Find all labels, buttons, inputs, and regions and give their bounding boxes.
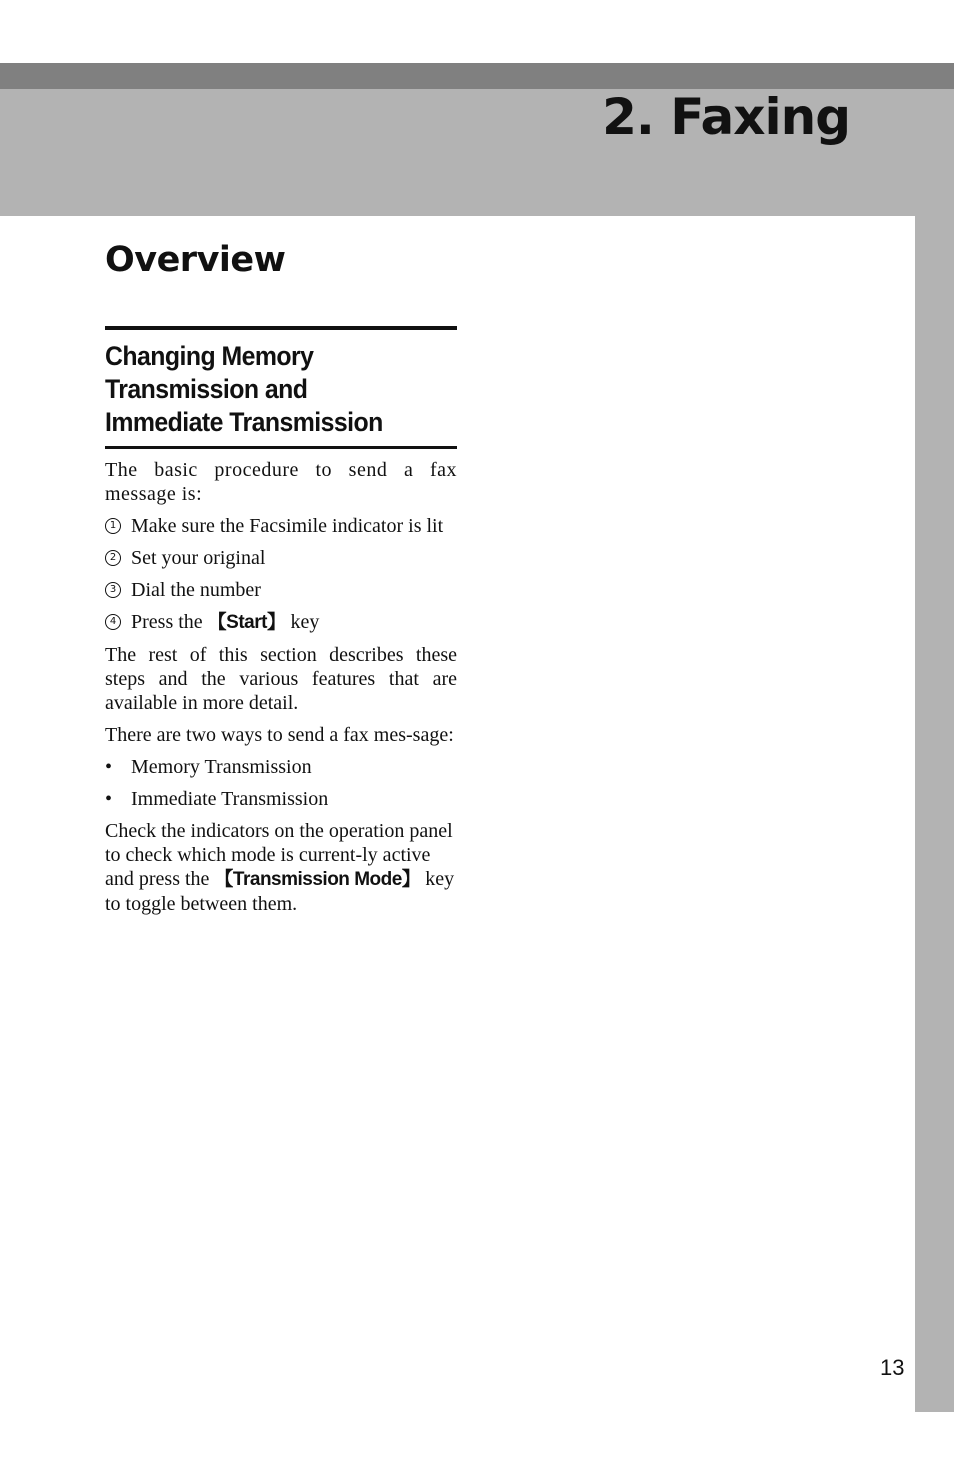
step-text: Dial the number xyxy=(131,579,261,601)
list-item xyxy=(105,546,457,570)
main-column xyxy=(105,326,457,924)
rest-paragraph: The rest of this section describes these steps and the various features that are available in more detail. xyxy=(105,644,457,714)
step-number: 1 xyxy=(105,518,121,534)
step-text: Set your original xyxy=(131,547,266,569)
step-number: 4 xyxy=(105,614,121,630)
bullet-icon: • xyxy=(105,756,113,778)
intro-paragraph: The basic procedure to send a fax message is: xyxy=(105,459,457,505)
page-title: Overview xyxy=(105,240,286,280)
side-thumb-bar xyxy=(915,216,954,1412)
list-item xyxy=(105,514,457,538)
list-item-text: Immediate Transmission xyxy=(131,788,329,810)
transmission-ways-list xyxy=(105,755,457,811)
transmission-mode-key-label: 【Transmission Mode】 xyxy=(214,869,421,890)
page-number: 13 xyxy=(880,1355,905,1380)
chapter-title: 2. Faxing xyxy=(602,88,850,146)
list-item-text: Memory Transmission xyxy=(131,756,312,778)
step-number: 3 xyxy=(105,582,121,598)
section-heading: Changing Memory Transmission and Immediate Transmission xyxy=(105,341,383,437)
ways-paragraph: There are two ways to send a fax mes-sage: xyxy=(105,724,454,746)
step-text: Press the xyxy=(131,611,208,633)
step-text: Make sure the Facsimile indicator is lit xyxy=(131,515,444,537)
procedure-steps xyxy=(105,514,457,635)
list-item xyxy=(105,610,457,635)
header-band-dark xyxy=(0,63,954,89)
check-text: Check the indicators on the operation panel to check which mode is current-ly active and press the xyxy=(105,820,453,890)
check-text: key to toggle between them. xyxy=(105,868,455,915)
step-number: 2 xyxy=(105,550,121,566)
list-item xyxy=(105,578,457,602)
list-item xyxy=(105,787,457,811)
check-paragraph xyxy=(105,819,457,916)
start-key-label: 【Start】 xyxy=(207,612,286,633)
step-text: key xyxy=(285,611,320,633)
section-heading-box xyxy=(105,326,457,449)
bullet-icon: • xyxy=(105,788,113,810)
list-item xyxy=(105,755,457,779)
